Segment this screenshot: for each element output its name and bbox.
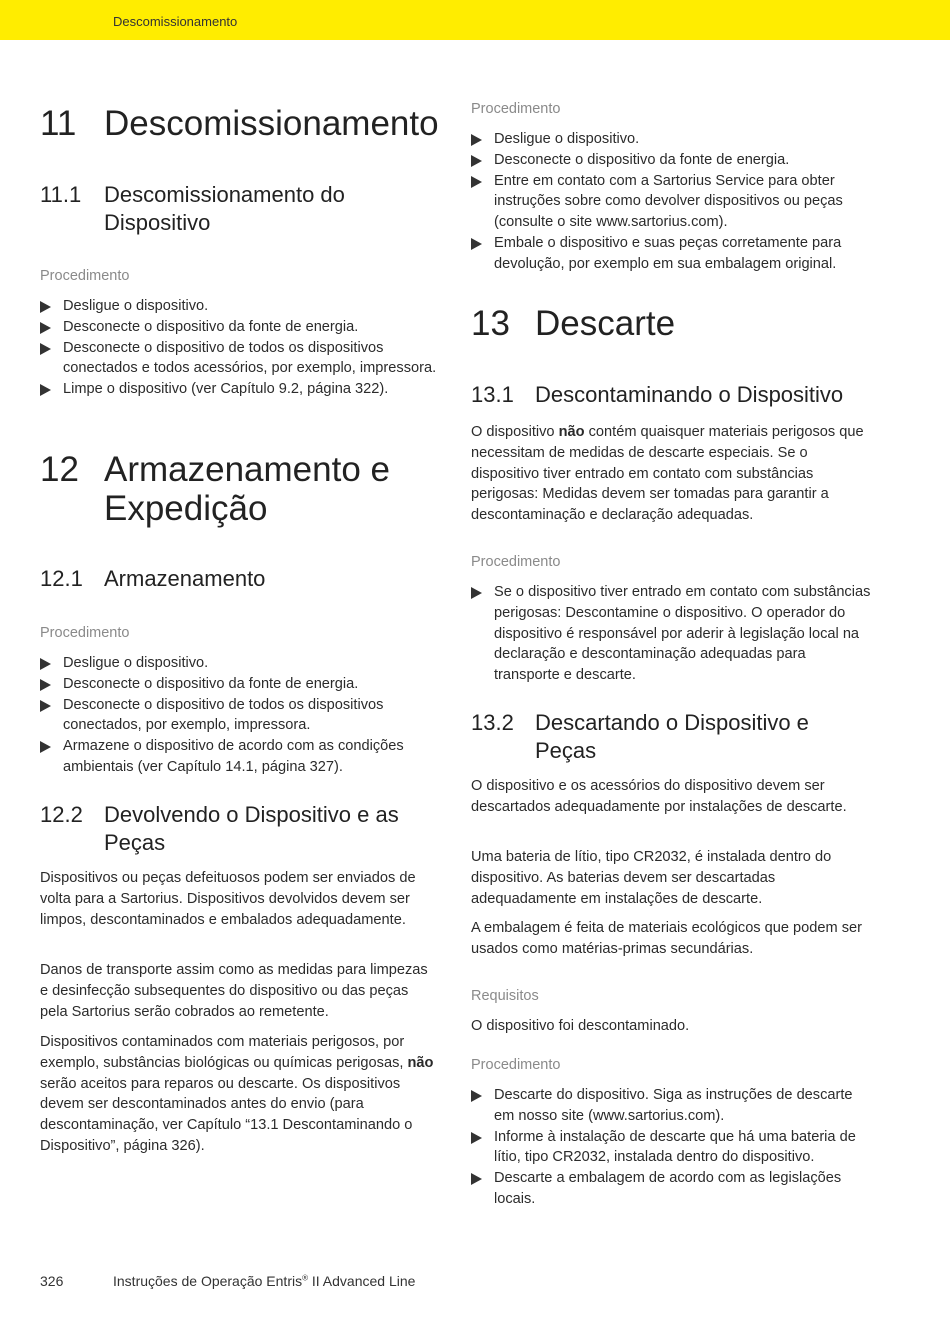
step-item: Descarte a embalagem de acordo com as legislações locais. <box>471 1168 871 1210</box>
play-arrow-icon <box>471 1173 482 1185</box>
play-arrow-icon <box>40 301 51 313</box>
section-title: Descomissionamento do Dispositivo <box>104 182 345 235</box>
paragraph: O dispositivo e os acessórios do dispositivo devem ser descartados adequadamente por instalações de descarte. <box>471 778 847 815</box>
step-item: Embale o dispositivo e suas peças corretamente para devolução, por exemplo em sua embalagem original. <box>471 233 871 275</box>
paragraph: Danos de transporte assim como as medidas para limpezas e desinfecção subsequentes do dispositivo ou das peças pela Sartorius serão cobrados ao remetente. <box>40 962 428 1020</box>
procedure-label: Procedimento <box>471 554 561 570</box>
document-title: Instruções de Operação Entris® II Advanced Line <box>113 1273 416 1289</box>
play-arrow-icon <box>40 322 51 334</box>
requirements-text: O dispositivo foi descontaminado. <box>471 1018 690 1034</box>
step-item: Desconecte o dispositivo de todos os dispositivos conectados e todos acessórios, por exemplo, impressora. <box>40 338 440 380</box>
step-item: Se o dispositivo tiver entrado em contato com substâncias perigosas: Descontamine o dispositivo. O operador do dispositivo é responsável por aderir à legislação local na declaração e descontaminação adequadas para transporte e descarte. <box>471 582 871 686</box>
section-title: Descomissionamento <box>113 14 238 29</box>
play-arrow-icon <box>40 343 51 355</box>
play-arrow-icon <box>40 741 51 753</box>
chapter-number: 13 <box>471 304 510 343</box>
section-number: 13.2 <box>471 710 514 735</box>
chapter-number: 12 <box>40 450 79 489</box>
chapter-number: 11 <box>40 104 77 143</box>
page-number: 326 <box>40 1273 64 1289</box>
steps-12-1 <box>40 653 440 778</box>
section-title: Devolvendo o Dispositivo e as Peças <box>104 802 399 855</box>
section-title: Armazenamento <box>104 566 266 591</box>
section-number: 12.2 <box>40 802 83 827</box>
paragraph: O dispositivo não contém quaisquer materiais perigosos que necessitam de medidas de descarte especiais. Se o dispositivo tiver entrado em contato com substâncias perigosas: Medidas devem ser tomadas para garantir a descontaminação e declaração adequadas. <box>471 424 864 524</box>
steps-13-1 <box>471 582 871 686</box>
play-arrow-icon <box>40 679 51 691</box>
procedure-label: Procedimento <box>471 101 561 117</box>
step-item: Desconecte o dispositivo da fonte de energia. <box>471 150 871 171</box>
play-arrow-icon <box>471 1132 482 1144</box>
section-number: 11.1 <box>40 182 82 207</box>
steps-11-1 <box>40 296 440 400</box>
procedure-label: Procedimento <box>40 268 130 284</box>
steps-12-2 <box>471 129 871 275</box>
play-arrow-icon <box>471 238 482 250</box>
step-item: Desligue o dispositivo. <box>40 296 440 317</box>
play-arrow-icon <box>471 176 482 188</box>
procedure-label: Procedimento <box>471 1057 561 1073</box>
step-item: Armazene o dispositivo de acordo com as condições ambientais (ver Capítulo 14.1, página 327). <box>40 736 440 778</box>
step-item: Limpe o dispositivo (ver Capítulo 9.2, página 322). <box>40 379 440 400</box>
paragraph: Dispositivos ou peças defeituosos podem ser enviados de volta para a Sartorius. Dispositivos devolvidos devem ser limpos, descontaminados e embalados adequadamente. <box>40 870 416 928</box>
requirements-label: Requisitos <box>471 988 539 1004</box>
step-item: Descarte do dispositivo. Siga as instruções de descarte em nosso site (www.sartorius.com). <box>471 1085 871 1127</box>
step-item: Desconecte o dispositivo da fonte de energia. <box>40 317 440 338</box>
procedure-label: Procedimento <box>40 625 130 641</box>
chapter-title: Descomissionamento <box>104 104 439 143</box>
paragraph: Uma bateria de lítio, tipo CR2032, é instalada dentro do dispositivo. As baterias devem ser descartadas adequadamente em instalações de descarte. <box>471 849 832 907</box>
step-item: Desconecte o dispositivo de todos os dispositivos conectados, por exemplo, impressora. <box>40 695 440 737</box>
step-item: Desconecte o dispositivo da fonte de energia. <box>40 674 440 695</box>
section-number: 12.1 <box>40 566 83 591</box>
step-item: Desligue o dispositivo. <box>40 653 440 674</box>
chapter-title: Armazenamento e Expedição <box>104 450 390 528</box>
play-arrow-icon <box>471 155 482 167</box>
play-arrow-icon <box>40 384 51 396</box>
step-item: Desligue o dispositivo. <box>471 129 871 150</box>
play-arrow-icon <box>471 587 482 599</box>
play-arrow-icon <box>471 134 482 146</box>
chapter-title: Descarte <box>535 304 676 343</box>
header-bar <box>0 0 950 40</box>
paragraph: Dispositivos contaminados com materiais perigosos, por exemplo, substâncias biológicas ou químicas perigosas, não serão aceitos para reparos ou descarte. Os dispositivos devem ser descontaminados antes do envio (para descontaminação, ver Capítulo “13.1 Descontaminando o Dispositivo”, página 326). <box>40 1034 434 1154</box>
section-number: 13.1 <box>471 382 514 407</box>
step-item: Entre em contato com a Sartorius Service para obter instruções sobre como devolver dispositivos ou peças (consulte o site www.sartorius.com). <box>471 171 871 233</box>
paragraph: A embalagem é feita de materiais ecológicos que podem ser usados como matérias-primas secundárias. <box>471 920 863 957</box>
play-arrow-icon <box>40 700 51 712</box>
section-title: Descartando o Dispositivo e Peças <box>535 710 809 763</box>
play-arrow-icon <box>471 1090 482 1102</box>
play-arrow-icon <box>40 658 51 670</box>
section-title: Descontaminando o Dispositivo <box>535 382 844 407</box>
steps-13-2 <box>471 1085 871 1210</box>
step-item: Informe à instalação de descarte que há uma bateria de lítio, tipo CR2032, instalada dentro do dispositivo. <box>471 1127 871 1169</box>
